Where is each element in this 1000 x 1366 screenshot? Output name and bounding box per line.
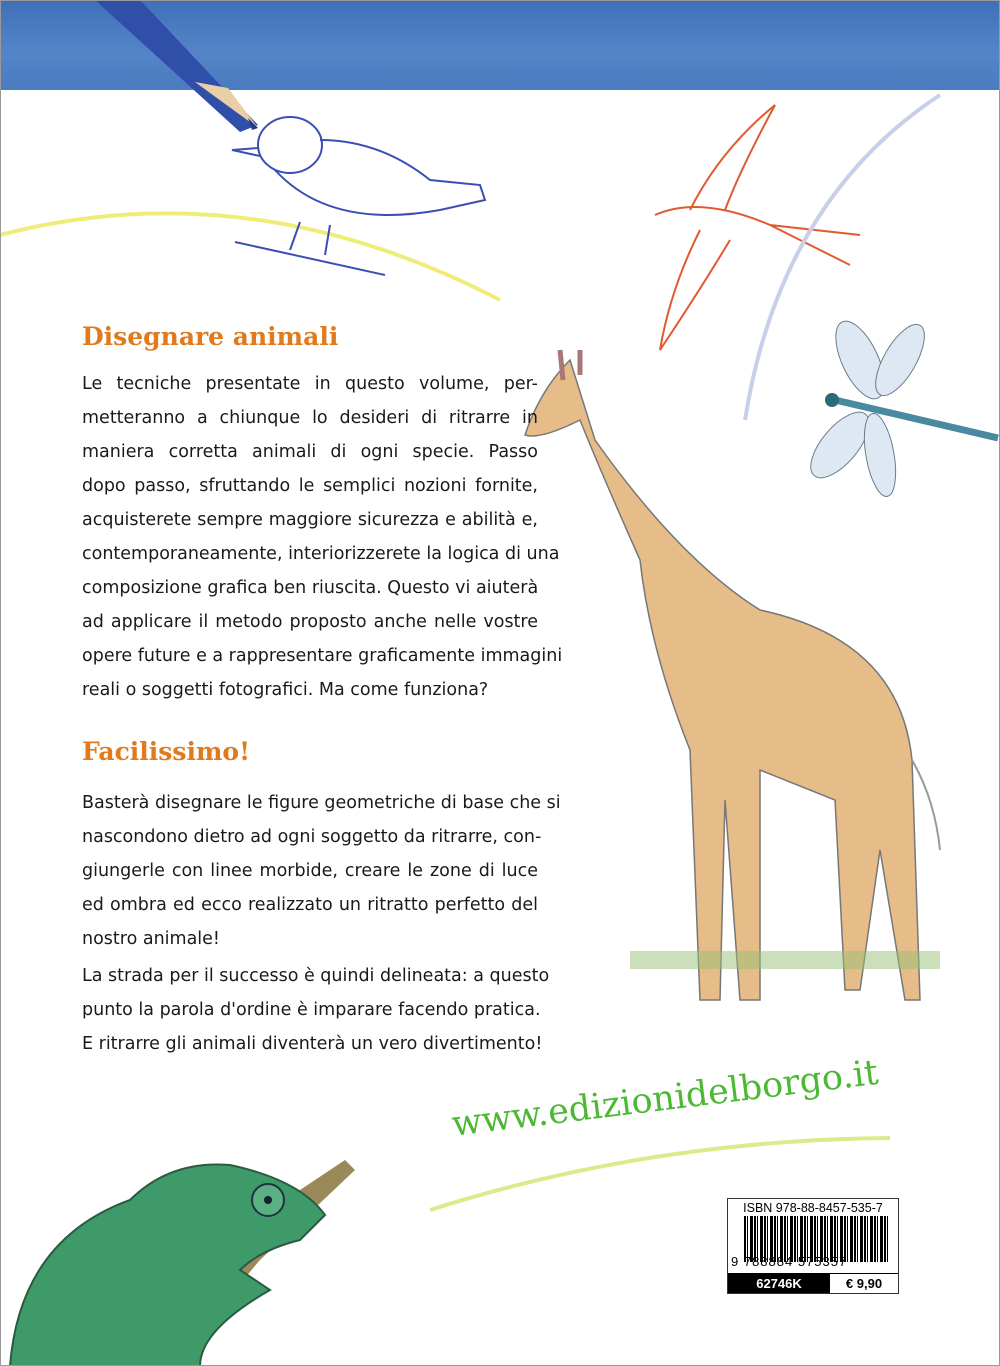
sparrow-sketch-icon: [232, 117, 485, 275]
intro-paragraph: [82, 367, 563, 707]
text-line: nostro animale!: [82, 929, 220, 949]
text-line: ed ombra ed ecco realizzato un ritratto perfetto del: [82, 895, 538, 915]
product-code: 62746K: [728, 1274, 830, 1293]
text-line: ad applicare il metodo proposto anche nelle vostre: [82, 612, 538, 632]
barcode-box: [727, 1198, 899, 1294]
barcode-digits: 9 788884 575357: [731, 1254, 848, 1269]
text-line: contemporaneamente, interiorizzerete la logica di una: [82, 544, 560, 564]
dragonfly-icon: [800, 314, 998, 498]
publisher-url: www.edizionidelborgo.it: [449, 1052, 881, 1145]
closing-paragraph: [82, 959, 550, 1061]
text-line: opere future e a rappresentare graficamente immagini: [82, 646, 563, 666]
chameleon-icon: [10, 1160, 355, 1366]
isbn-text: ISBN 978-88-8457-535-7: [743, 1201, 883, 1215]
text-line: Le tecniche presentate in questo volume, per-: [82, 374, 538, 394]
text-line: Basterà disegnare le figure geometriche di base che si: [82, 793, 561, 813]
text-line: dopo passo, sfruttando le semplici nozioni fornite,: [82, 476, 538, 496]
text-line: giungerle con linee morbide, creare le zone di luce: [82, 861, 538, 881]
pencil-icon: [95, 0, 258, 132]
text-line: punto la parola d'ordine è imparare facendo pratica.: [82, 1000, 541, 1020]
heading-facilissimo: Facilissimo!: [82, 737, 251, 766]
swallow-sketch-icon: [655, 105, 860, 350]
text-line: maniera corretta animali di ogni specie. Passo: [82, 442, 538, 462]
yellow-arc: [0, 213, 500, 300]
text-line: acquisterete sempre maggiore sicurezza e abilità e,: [82, 510, 538, 530]
price: € 9,90: [845, 1276, 883, 1291]
text-line: metteranno a chiunque lo desideri di ritrarre in: [82, 408, 538, 428]
method-paragraph: [82, 786, 561, 956]
text-line: E ritrarre gli animali diventerà un vero divertimento!: [82, 1034, 543, 1054]
heading-disegnare-animali: Disegnare animali: [82, 322, 339, 351]
text-line: reali o soggetti fotografici. Ma come funziona?: [82, 680, 489, 700]
text-line: nascondono dietro ad ogni soggetto da ritrarre, con-: [82, 827, 542, 847]
text-line: La strada per il successo è quindi delineata: a questo: [82, 966, 550, 986]
text-line: composizione grafica ben riuscita. Questo vi aiuterà: [82, 578, 539, 598]
